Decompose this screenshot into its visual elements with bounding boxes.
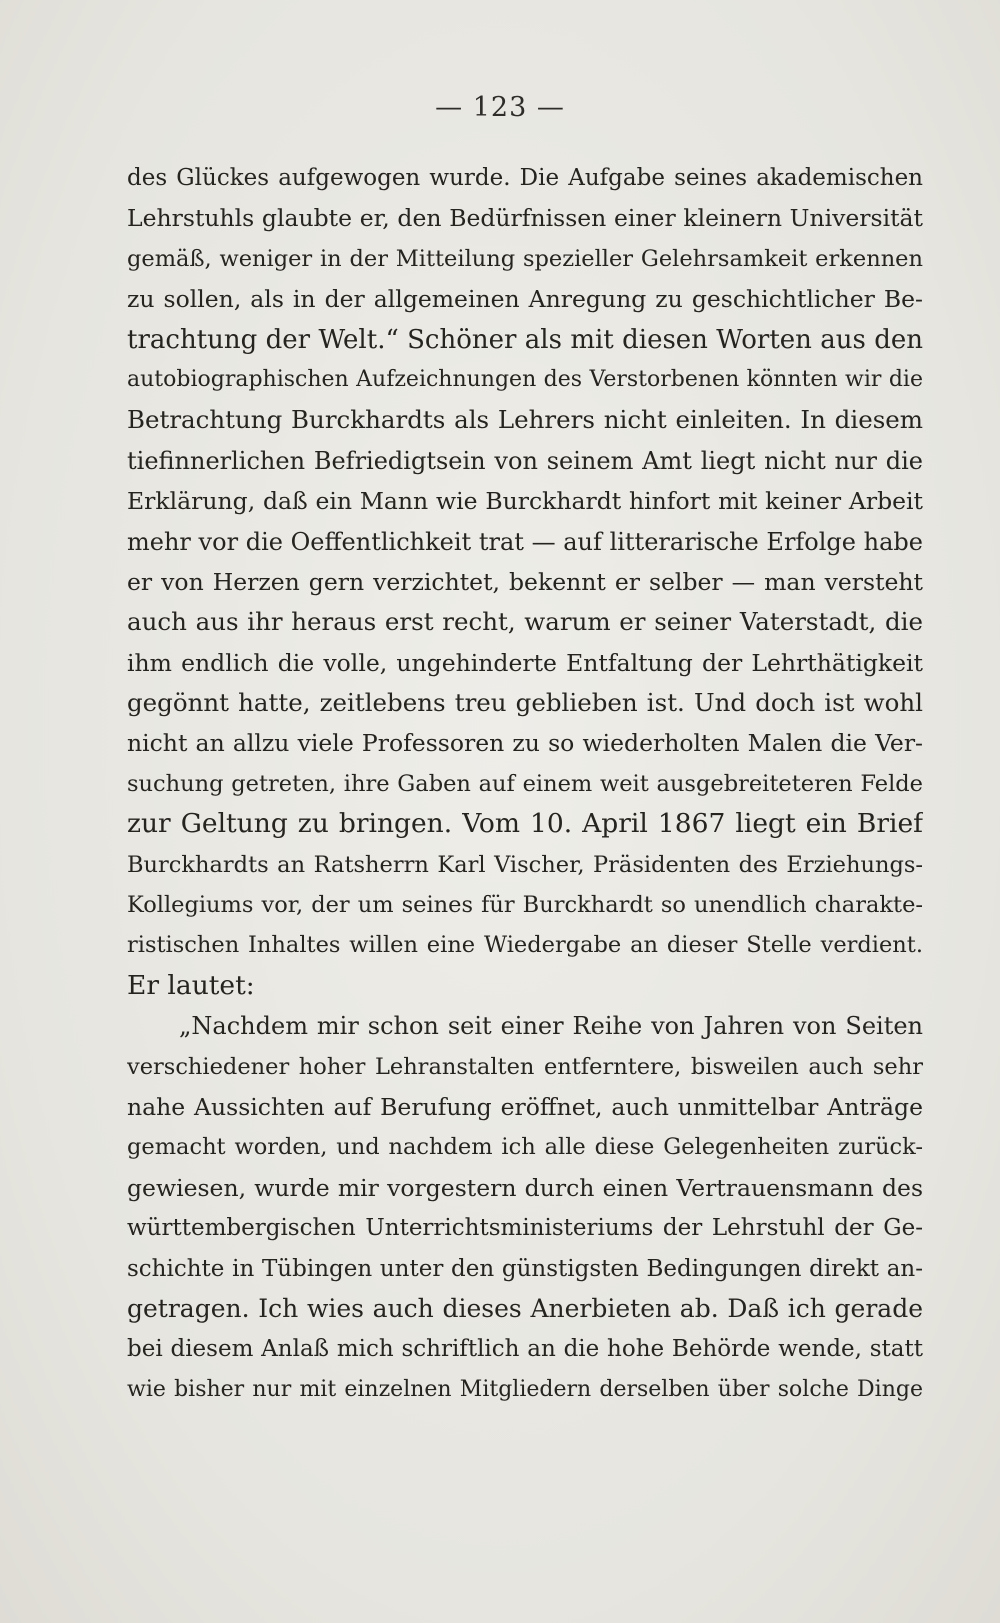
text-line: gemacht worden, und nachdem ich alle diese Gelegenheiten zurück-	[127, 1134, 923, 1161]
text-line: württembergischen Unterrichtsministeriums der Lehrstuhl der Ge-	[127, 1215, 923, 1242]
text-line: er von Herzen gern verzichtet, bekennt er selber — man versteht	[127, 567, 923, 596]
text-line: wie bisher nur mit einzelnen Mitgliedern derselben über solche Dinge	[127, 1376, 923, 1402]
text-line: nicht an allzu viele Professoren zu so wiederholten Malen die Ver-	[127, 729, 923, 758]
text-line: zur Geltung zu bringen. Vom 10. April 1867 liegt ein Brief	[127, 808, 923, 840]
text-line: zu sollen, als in der allgemeinen Anregung zu geschichtlicher Be-	[127, 285, 923, 314]
text-line: auch aus ihr heraus erst recht, warum er seiner Vaterstadt, die	[127, 607, 923, 637]
text-line: tiefinnerlichen Befriedigtsein von seinem Amt liegt nicht nur die	[127, 446, 923, 475]
text-line: gegönnt hatte, zeitlebens treu geblieben ist. Und doch ist wohl	[127, 688, 923, 718]
text-line: gemäß, weniger in der Mitteilung spezieller Gelehrsamkeit erkennen	[127, 245, 923, 272]
text-line: suchung getreten, ihre Gaben auf einem weit ausgebreiteteren Felde	[127, 770, 923, 797]
text-line: Erklärung, daß ein Mann wie Burckhardt hinfort mit keiner Arbeit	[127, 487, 923, 516]
text-line: Lehrstuhls glaubte er, den Bedürfnissen einer kleinern Universität	[127, 204, 923, 233]
page-number: — 123 —	[435, 92, 565, 123]
body-text	[127, 158, 923, 1410]
text-line: mehr vor die Oeffentlichkeit trat — auf litterarische Erfolge habe	[127, 527, 923, 556]
text-line: ihm endlich die volle, ungehinderte Entfaltung der Lehrthätigkeit	[127, 648, 923, 677]
text-line: trachtung der Welt.“ Schöner als mit diesen Worten aus den	[127, 324, 923, 355]
text-line: bei diesem Anlaß mich schriftlich an die hohe Behörde wende, statt	[127, 1336, 923, 1363]
text-line: getragen. Ich wies auch dieses Anerbieten ab. Daß ich gerade	[127, 1293, 923, 1323]
text-line: Er lautet:	[127, 969, 255, 1001]
text-line: ristischen Inhaltes willen eine Wiedergabe an dieser Stelle verdient.	[127, 932, 923, 959]
text-line: autobiographischen Aufzeichnungen des Verstorbenen könnten wir die	[127, 366, 923, 392]
text-line: „Nachdem mir schon seit einer Reihe von Jahren von Seiten	[179, 1012, 923, 1041]
text-line: Burckhardts an Ratsherrn Karl Vischer, Präsidenten des Erziehungs-	[127, 851, 923, 878]
text-line: nahe Aussichten auf Berufung eröffnet, auch unmittelbar Anträge	[127, 1092, 923, 1121]
text-line: verschiedener hoher Lehranstalten entferntere, bisweilen auch sehr	[127, 1053, 923, 1080]
text-line: gewiesen, wurde mir vorgestern durch einen Vertrauensmann des	[127, 1173, 923, 1202]
text-line: Kollegiums vor, der um seines für Burckhardt so unendlich charakte-	[127, 892, 923, 919]
text-line: schichte in Tübingen unter den günstigsten Bedingungen direkt an-	[127, 1255, 923, 1282]
text-line: des Glückes aufgewogen wurde. Die Aufgabe seines akademischen	[127, 165, 923, 191]
text-line: Betrachtung Burckhardts als Lehrers nicht einleiten. In diesem	[127, 405, 923, 435]
